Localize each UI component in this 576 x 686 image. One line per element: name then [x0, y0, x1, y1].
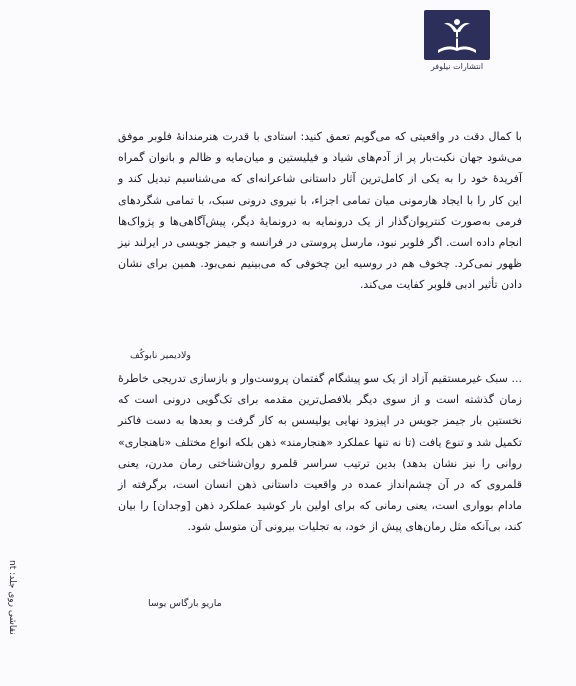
quote-paragraph-1: با کمال دقت در واقعیتی که می‌گویم تعمق کنید: استادی با قدرت هنرمندانهٔ فلوبر موفق می‌شود جهان نکبت‌بار پر از آدم‌های شیاد و فیلیستین و میان‌مایه و ظالم و بانوان گمراه آفریدهٔ خود را به یکی از کامل‌ترین آثار داستانی شاعرانه‌ای که می‌شناسیم تبدیل کند و این کار را با ایجاد هارمونی میان تمامی اجزاء، با نیروی درونی سبک، با تمامی شگردهای فرمی به‌صورت کنترپوان‌گذار از یک درونمایه به درونمایهٔ دیگر، پیش‌آگاهی‌ها و پژواک‌ها انجام داده است. اگر فلوبر نبود، مارسل پروستی در فرانسه و جیمز جویسی در ایرلند نیز ظهور نمی‌کرد. چخوف هم در روسیه این چخوفی که می‌بینیم نمی‌بود. همین برای نشان دادن تأثیر ادبی فلوبر کفایت می‌کند. — [118, 130, 522, 292]
spine-credit — [4, 560, 18, 686]
quote-signature-2: ماریو بارگاس یوسا — [148, 598, 222, 609]
quote-signature-1: ولادیمیر نابوکُف — [130, 350, 191, 361]
publisher-name: انتشارات نیلوفر — [430, 62, 484, 71]
quote-paragraph-2: ... سبک غیرمستقیم آزاد از یک سو پیشگام گفتمان پروست‌وار و بازسازی تدریجی خاطرهٔ زمان گذشته است و از سوی دیگر بلافصل‌ترین مقدمه برای تک‌گویی درونی است که نخستین بار جیمز جویس در اپیزود نهایی یولیسس به کار گرفت و بعدها به دست فاکنر تکمیل شد و تنوع یافت (تا نه تنها عملکرد «هنجارمند» ذهن بلکه انواع مختلف «ناهنجاری» روانی را نیز نشان بدهد) بدین ترتیب سراسر قلمرو روان‌شناختی رمان مدرن، یعنی قلمروی که در آن چشم‌انداز عمده در واقعیت داستانی ذهن انسان است، برگرفته از مادام بوواری است، یعنی رمانی که برای اولین بار کوشید عملکرد ذهن [وجدان] را بیان کند، بی‌آنکه مثل رمان‌های پیش از خود، به تجلیات بیرونی آن متوسل شود. — [118, 372, 522, 534]
cover-painting-credit: نقاشی روی جلد: nt — [7, 560, 17, 635]
bird-book-logo-icon — [424, 10, 490, 60]
publisher-logo-icon — [424, 10, 490, 60]
